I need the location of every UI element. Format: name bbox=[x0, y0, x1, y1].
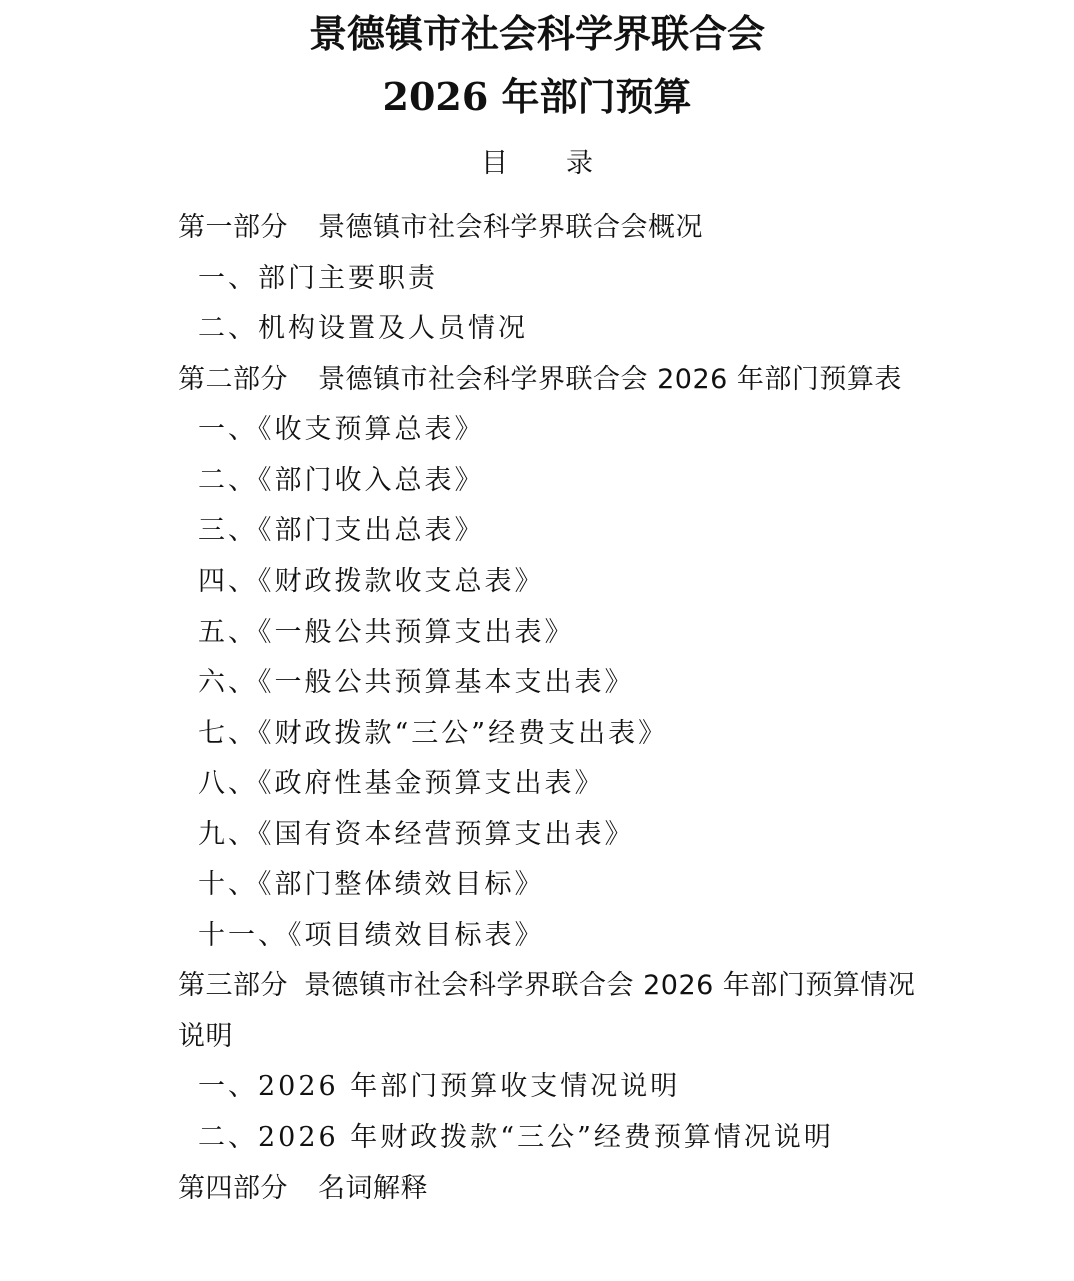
toc-part-title: 景德镇市社会科学界联合会 2026 年部门预算情况 bbox=[304, 970, 916, 1001]
toc-item: 二、《部门收入总表》 bbox=[198, 465, 485, 496]
toc-part-4 bbox=[178, 1171, 428, 1207]
toc-item: 一、2026 年部门预算收支情况说明 bbox=[198, 1071, 681, 1102]
toc-item: 九、《国有资本经营预算支出表》 bbox=[198, 819, 635, 850]
toc-part-1 bbox=[178, 210, 703, 246]
toc-part-2 bbox=[178, 362, 902, 398]
toc-part-title-continued: 说明 bbox=[178, 1021, 233, 1052]
toc-item: 二、机构设置及人员情况 bbox=[198, 313, 528, 344]
toc-item: 一、《收支预算总表》 bbox=[198, 414, 485, 445]
toc-item: 五、《一般公共预算支出表》 bbox=[198, 617, 575, 648]
toc-part-title: 景德镇市社会科学界联合会 2026 年部门预算表 bbox=[318, 364, 902, 395]
toc-heading: 目录 bbox=[481, 148, 651, 179]
toc-item: 一、部门主要职责 bbox=[198, 263, 438, 294]
toc-item: 十、《部门整体绩效目标》 bbox=[198, 869, 545, 900]
toc-item: 八、《政府性基金预算支出表》 bbox=[198, 768, 605, 799]
toc-part-3 bbox=[178, 968, 915, 1004]
toc-item: 六、《一般公共预算基本支出表》 bbox=[198, 667, 635, 698]
toc-item: 二、2026 年财政拨款“三公”经费预算情况说明 bbox=[198, 1122, 834, 1153]
toc-item: 四、《财政拨款收支总表》 bbox=[198, 566, 545, 597]
toc-item: 七、《财政拨款“三公”经费支出表》 bbox=[198, 718, 669, 749]
toc-part-title: 景德镇市社会科学界联合会概况 bbox=[318, 212, 703, 243]
toc-item: 十一、《项目绩效目标表》 bbox=[198, 920, 545, 951]
document-subtitle: 2026 年部门预算 bbox=[382, 74, 692, 119]
toc-part-label: 第二部分 bbox=[178, 364, 288, 395]
document-title: 景德镇市社会科学界联合会 bbox=[308, 11, 765, 56]
toc-part-label: 第四部分 bbox=[178, 1173, 288, 1204]
toc-part-title: 名词解释 bbox=[318, 1173, 428, 1204]
toc-part-label: 第三部分 bbox=[178, 970, 288, 1001]
toc-item: 三、《部门支出总表》 bbox=[198, 515, 485, 546]
toc-part-label: 第一部分 bbox=[178, 212, 288, 243]
